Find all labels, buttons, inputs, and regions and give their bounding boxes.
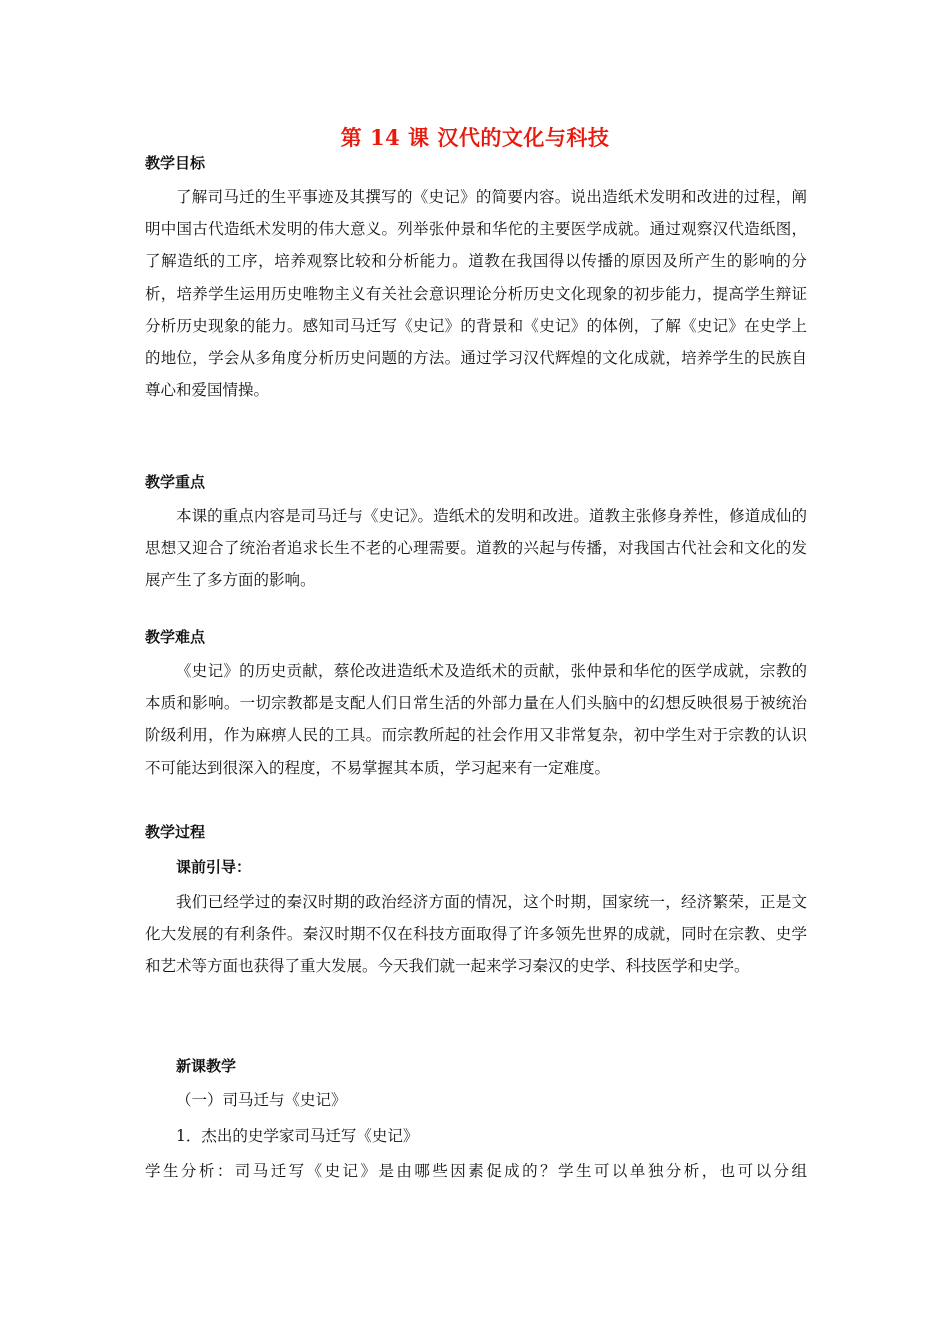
part1-title: （一）司马迁与《史记》 [176,1091,347,1109]
document-title: 第 14 课 汉代的文化与科技 [340,125,610,150]
new-lesson-heading: 新课教学 [176,1057,237,1075]
key-points-text: 本课的重点内容是司马迁与《史记》。造纸术的发明和改进。道教主张修身养性，修道成仙的思想又迎合了统治者追求长生不老的心理需要。道教的兴起与传播，对我国古代社会和文化的发展产生了多方面的影响。 [145,507,807,590]
heading-process: 教学过程 [145,823,206,841]
difficulties-text: 《史记》的历史贡献，蔡伦改进造纸术及造纸术的贡献，张仲景和华佗的医学成就，宗教的本质和影响。一切宗教都是支配人们日常生活的外部力量在人们头脑中的幻想反映很易于被统治阶级利用，作为麻痹人民的工具。而宗教所起的社会作用又非常复杂，初中学生对于宗教的认识不可能达到很深入的程度，不易掌握其本质，学习起来有一定难度。 [145,662,807,777]
analysis-text: 学生分析：司马迁写《史记》是由哪些因素促成的？学生可以单独分析，也可以分组 [145,1162,807,1180]
heading-objectives: 教学目标 [145,154,206,172]
intro-heading: 课前引导： [176,858,252,876]
heading-difficulties: 教学难点 [145,628,206,646]
heading-key-points: 教学重点 [145,473,206,491]
objectives-text: 了解司马迁的生平事迹及其撰写的《史记》的简要内容。说出造纸术发明和改进的过程，阐明中国古代造纸术发明的伟大意义。列举张仲景和华佗的主要医学成就。通过观察汉代造纸图，了解造纸的工序，培养观察比较和分析能力。道教在我国得以传播的原因及所产生的影响的分析，培养学生运用历史唯物主义有关社会意识理论分析历史文化现象的初步能力，提高学生辩证分析历史现象的能力。感知司马迁写《史记》的背景和《史记》的体例，了解《史记》在史学上的地位，学会从多角度分析历史问题的方法。通过学习汉代辉煌的文化成就，培养学生的民族自尊心和爱国情操。 [145,188,807,400]
intro-text: 我们已经学过的秦汉时期的政治经济方面的情况，这个时期，国家统一，经济繁荣，正是文化大发展的有利条件。秦汉时期不仅在科技方面取得了许多领先世界的成就，同时在宗教、史学和艺术等方面也获得了重大发展。今天我们就一起来学习秦汉的史学、科技医学和史学。 [145,893,807,976]
item1-title: 1．杰出的史学家司马迁写《史记》 [176,1127,419,1145]
